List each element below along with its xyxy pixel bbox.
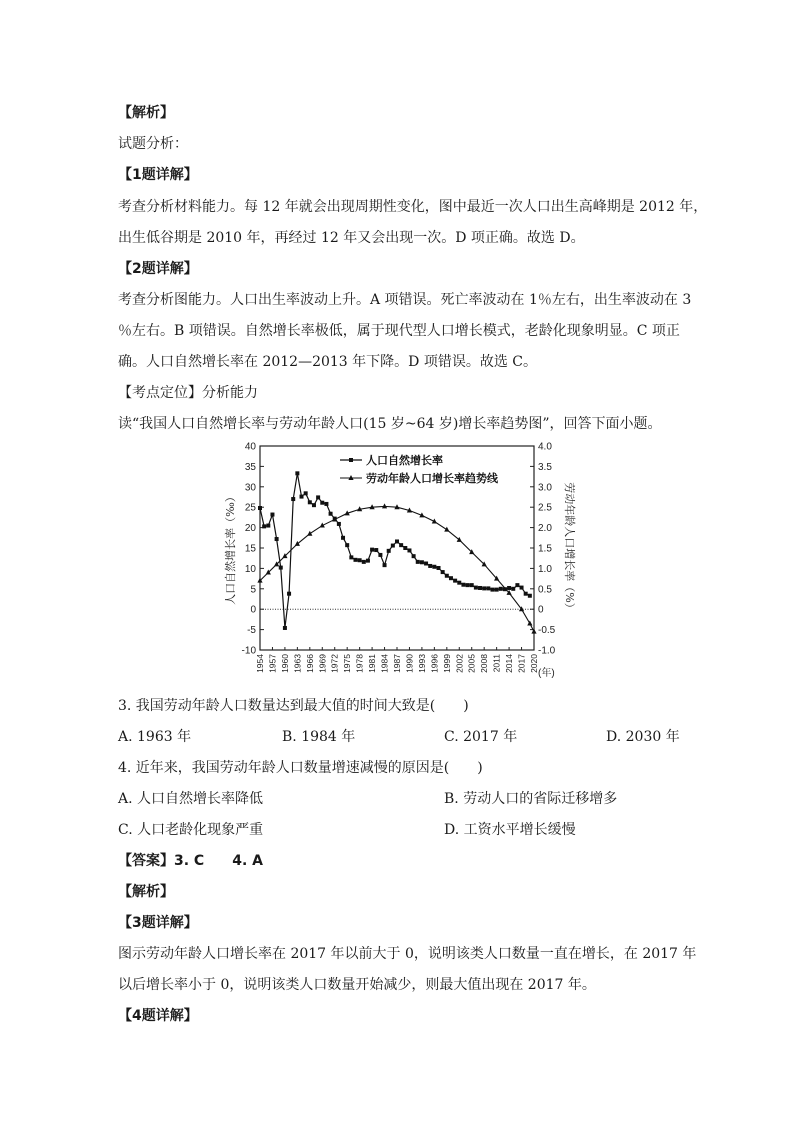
natural-growth-point (499, 587, 503, 591)
right-tick-label: 0.5 (538, 584, 552, 596)
natural-growth-point (279, 566, 283, 570)
natural-growth-point (383, 563, 387, 567)
text-line: 考查分析图能力。人口出生率波动上升。A 项错误。死亡率波动在 1％左右，出生率波动在 3 (118, 292, 692, 308)
text-line: 图示劳动年龄人口增长率在 2017 年以前大于 0，说明该类人口数量一直在增长，在 2017 年 (118, 946, 697, 962)
x-tick-label: 2011 (491, 654, 502, 673)
left-tick-label: 20 (244, 523, 256, 535)
natural-growth-point (528, 594, 532, 598)
x-tick-label: 2005 (466, 654, 477, 673)
q3-option-b[interactable]: B. 1984 年 (282, 729, 356, 745)
right-tick-label: 3.0 (538, 482, 552, 494)
kaodian-line: 【考点定位】分析能力 (118, 385, 258, 401)
natural-growth-point (403, 546, 407, 550)
natural-growth-point (275, 537, 279, 541)
text-line: 确。人口自然增长率在 2012—2013 年下降。D 项错误。故选 C。 (118, 354, 537, 370)
text-line: 考查分析材料能力。每 12 年就会出现周期性变化，图中最近一次人口出生高峰期是 2012 年， (118, 199, 708, 215)
legend-label-natural: 人口自然增长率 (366, 454, 443, 467)
x-tick-label: 2008 (479, 654, 490, 673)
x-tick-label: 1954 (255, 654, 265, 673)
left-tick-label: 30 (244, 482, 256, 494)
x-tick-label: 1987 (392, 654, 402, 673)
q3-option-a[interactable]: A. 1963 年 (118, 729, 192, 745)
section-heading-analysis-2: 【解析】 (118, 884, 174, 900)
natural-growth-point (474, 586, 478, 590)
natural-growth-point (353, 558, 357, 562)
natural-growth-point (266, 524, 270, 528)
x-axis-label: (年) (538, 668, 555, 679)
natural-growth-point (312, 503, 316, 507)
natural-growth-point (490, 588, 494, 592)
question-3: 3. 我国劳动年龄人口数量达到最大值的时间大致是( ) (118, 698, 469, 714)
natural-growth-point (370, 548, 374, 552)
natural-growth-point (320, 501, 324, 505)
labour-trend-point (307, 531, 312, 536)
section-heading-q4: 【4题详解】 (118, 1008, 198, 1024)
natural-growth-point (395, 539, 399, 543)
natural-growth-point (441, 570, 445, 574)
section-heading-q1: 【1题详解】 (118, 167, 198, 183)
natural-growth-point (358, 558, 362, 562)
natural-growth-point (461, 583, 465, 587)
text-line: 试题分析： (118, 136, 188, 152)
natural-growth-point (316, 495, 320, 499)
right-tick-label: 3.5 (538, 461, 552, 473)
labour-trend-point (444, 527, 449, 532)
natural-growth-point (337, 522, 341, 526)
x-tick-label: 1966 (304, 654, 315, 673)
natural-growth-point (515, 583, 519, 587)
natural-growth-point (420, 560, 424, 564)
natural-growth-point (324, 502, 328, 506)
x-tick-label: 2017 (516, 654, 527, 673)
x-tick-label: 2002 (454, 654, 465, 673)
x-tick-label: 1996 (429, 654, 440, 673)
x-tick-label: 1990 (404, 654, 415, 673)
left-tick-label: 10 (244, 563, 256, 575)
labour-trend-point (457, 537, 462, 542)
natural-growth-point (345, 543, 349, 547)
natural-growth-point (391, 544, 395, 548)
natural-growth-point (424, 562, 428, 566)
labour-trend-point (295, 541, 300, 546)
x-tick-label: 1975 (342, 654, 353, 673)
right-tick-label: 2.5 (538, 502, 552, 514)
natural-growth-point (482, 586, 486, 590)
natural-growth-point (258, 506, 262, 510)
left-tick-label: 15 (244, 543, 256, 555)
natural-growth-point (387, 549, 391, 553)
x-tick-label: 1969 (317, 654, 328, 673)
q3-option-c[interactable]: C. 2017 年 (444, 729, 518, 745)
right-tick-label: -1.0 (538, 645, 556, 657)
x-tick-label: 1972 (329, 654, 340, 673)
natural-growth-point (283, 626, 287, 630)
natural-growth-point (399, 543, 403, 547)
question-4: 4. 近年来，我国劳动年龄人口数量增速减慢的原因是( ) (118, 760, 483, 776)
x-tick-label: 1993 (416, 654, 427, 673)
natural-growth-point (486, 586, 490, 590)
natural-growth-point (300, 495, 304, 499)
right-tick-label: 2.0 (538, 523, 552, 535)
section-heading-analysis: 【解析】 (118, 105, 174, 121)
left-tick-label: 0 (250, 604, 256, 616)
right-tick-label: 1.0 (538, 563, 552, 575)
text-line: 出生低谷期是 2010 年，再经过 12 年又会出现一次。D 项正确。故选 D。 (118, 230, 585, 246)
right-axis-title: 劳动年龄人口增长率（%） (563, 482, 576, 614)
x-tick-label: 1960 (279, 654, 290, 673)
answer-line: 【答案】3. C 4. A (118, 853, 263, 869)
section-heading-q3: 【3题详解】 (118, 915, 198, 931)
legend-label-labour: 劳动年龄人口增长率趋势线 (366, 472, 498, 485)
text-line: ％左右。B 项错误。自然增长率极低，属于现代型人口增长模式，老龄化现象明显。C 项正 (118, 323, 680, 339)
q4-option-c[interactable]: C. 人口老龄化现象严重 (118, 822, 264, 838)
left-tick-label: -5 (247, 625, 256, 637)
left-tick-label: 5 (250, 584, 256, 596)
natural-growth-point (308, 500, 312, 504)
natural-growth-point (432, 565, 436, 569)
x-tick-label: 1957 (267, 654, 278, 673)
q4-option-b[interactable]: B. 劳动人口的省际迁移增多 (444, 791, 618, 807)
series-labour-trend-line (260, 506, 534, 631)
x-tick-label: 1981 (367, 654, 378, 673)
natural-growth-point (362, 560, 366, 564)
natural-growth-point (466, 583, 470, 587)
text-line: 以后增长率小于 0，说明该类人口数量开始减少，则最大值出现在 2017 年。 (118, 977, 596, 993)
left-tick-label: 35 (244, 461, 256, 473)
population-chart (222, 440, 576, 685)
q3-option-d[interactable]: D. 2030 年 (606, 729, 680, 745)
right-tick-label: -0.5 (538, 625, 556, 637)
x-tick-label: 1978 (354, 654, 365, 673)
natural-growth-point (295, 471, 299, 475)
natural-growth-point (428, 564, 432, 568)
q4-option-a[interactable]: A. 人口自然增长率降低 (118, 791, 264, 807)
labour-trend-point (382, 503, 387, 508)
natural-growth-point (304, 491, 308, 495)
natural-growth-point (262, 524, 266, 528)
natural-growth-point (478, 586, 482, 590)
legend-marker-natural (349, 458, 353, 462)
x-tick-label: 1984 (379, 654, 390, 673)
natural-growth-point (511, 587, 515, 591)
right-tick-label: 1.5 (538, 543, 552, 555)
natural-growth-point (495, 588, 499, 592)
left-tick-label: 40 (244, 441, 256, 453)
left-tick-label: 25 (244, 502, 256, 514)
x-tick-label: 1999 (441, 654, 452, 673)
natural-growth-point (416, 560, 420, 564)
natural-growth-point (412, 554, 416, 558)
natural-growth-point (524, 592, 528, 596)
natural-growth-point (520, 586, 524, 590)
natural-growth-point (470, 583, 474, 587)
question-intro: 读“我国人口自然增长率与劳动年龄人口(15 岁~64 岁)增长率趋势图”，回答下面小题。 (118, 416, 662, 432)
x-tick-label: 1963 (292, 654, 303, 673)
left-axis-title: 人口自然增长率（‰） (224, 491, 237, 605)
right-tick-label: 4.0 (538, 441, 552, 453)
natural-growth-point (407, 548, 411, 552)
natural-growth-point (270, 513, 274, 517)
natural-growth-point (287, 592, 291, 596)
natural-growth-point (453, 579, 457, 583)
natural-growth-point (366, 559, 370, 563)
x-tick-label: 2020 (529, 654, 539, 673)
natural-growth-point (378, 553, 382, 557)
right-tick-label: 0 (538, 604, 544, 616)
natural-growth-point (445, 574, 449, 578)
chart-svg (222, 440, 576, 685)
left-tick-label: -10 (241, 645, 256, 657)
natural-growth-point (291, 497, 295, 501)
natural-growth-point (507, 586, 511, 590)
natural-growth-point (437, 566, 441, 570)
chart-canvas (222, 440, 576, 685)
section-heading-q2: 【2题详解】 (118, 261, 198, 277)
natural-growth-point (449, 576, 453, 580)
natural-growth-point (341, 536, 345, 540)
natural-growth-point (349, 555, 353, 559)
x-tick-label: 2014 (504, 654, 515, 673)
natural-growth-point (329, 512, 333, 516)
natural-growth-point (457, 581, 461, 585)
natural-growth-point (374, 548, 378, 552)
q4-option-d[interactable]: D. 工资水平增长缓慢 (444, 822, 576, 838)
